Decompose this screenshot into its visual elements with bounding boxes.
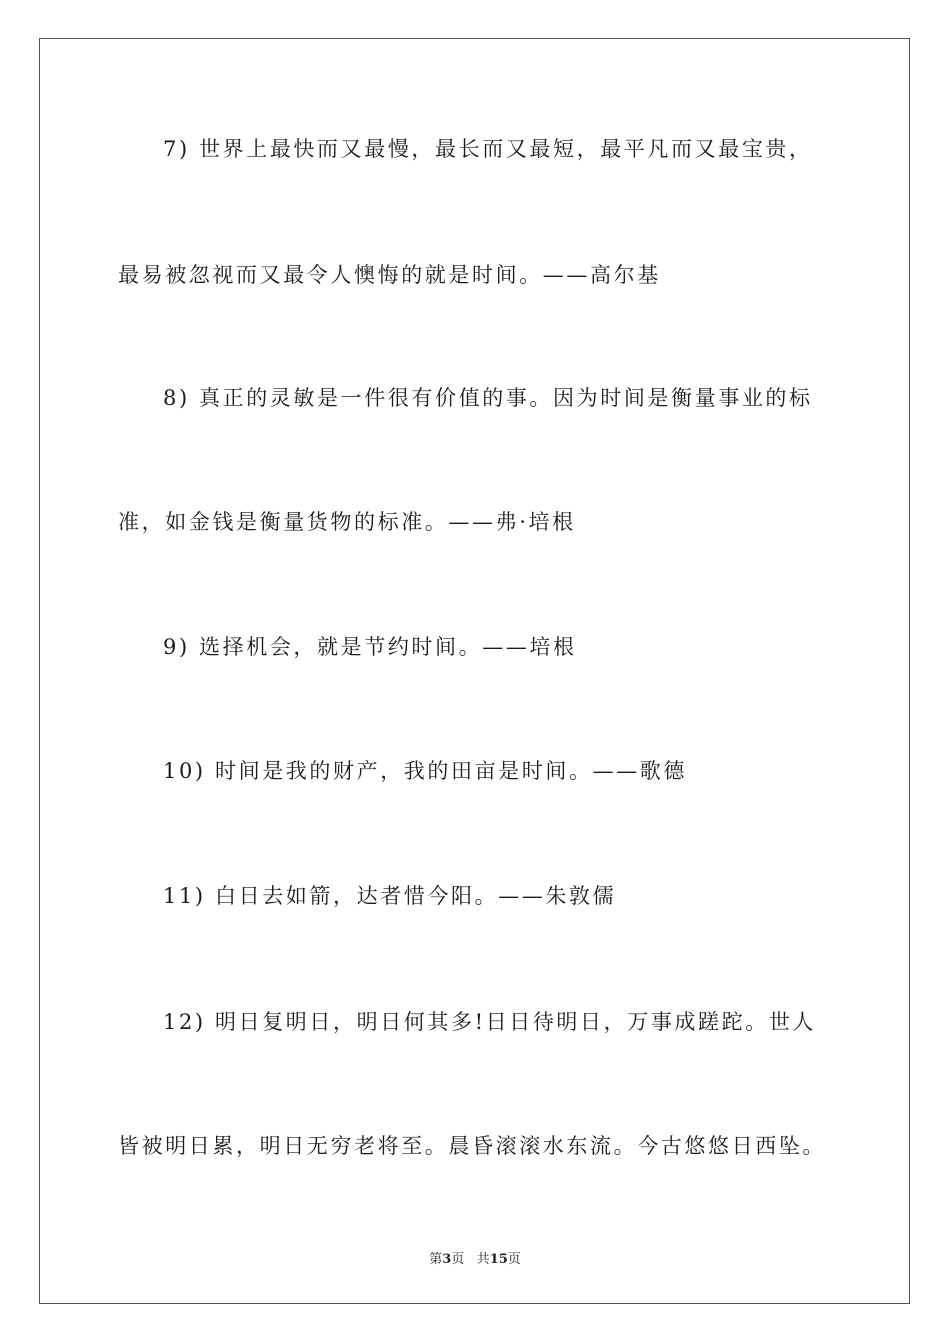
paragraph-8-line-2: 准，如金钱是衡量货物的标准。——弗·培根: [118, 510, 576, 534]
page-border: [39, 38, 910, 1304]
footer-page-number: 3: [442, 1252, 452, 1267]
footer-page-prefix: 第: [429, 1252, 443, 1267]
footer-total-suffix: 页: [507, 1252, 521, 1267]
paragraph-7-line-1: 7) 世界上最快而又最慢，最长而又最短，最平凡而又最宝贵，: [163, 137, 813, 161]
paragraph-10: 10) 时间是我的财产，我的田亩是时间。——歌德: [163, 759, 687, 783]
page-footer: [0, 1248, 950, 1267]
footer-total-prefix: 共: [476, 1252, 490, 1267]
paragraph-7-line-2: 最易被忽视而又最令人懊悔的就是时间。——高尔基: [118, 263, 661, 287]
paragraph-12-line-2: 皆被明日累，明日无穷老将至。晨昏滚滚水东流。今古悠悠日西坠。: [118, 1134, 826, 1158]
paragraph-9: 9) 选择机会，就是节约时间。——培根: [163, 635, 577, 659]
paragraph-8-line-1: 8) 真正的灵敏是一件很有价值的事。因为时间是衡量事业的标: [163, 386, 813, 410]
footer-page-suffix: 页: [451, 1252, 465, 1267]
paragraph-12-line-1: 12) 明日复明日，明日何其多!日日待明日，万事成蹉跎。世人: [163, 1010, 817, 1034]
footer-total-pages: 15: [489, 1252, 508, 1267]
paragraph-11: 11) 白日去如箭，达者惜今阳。——朱敦儒: [163, 884, 617, 908]
